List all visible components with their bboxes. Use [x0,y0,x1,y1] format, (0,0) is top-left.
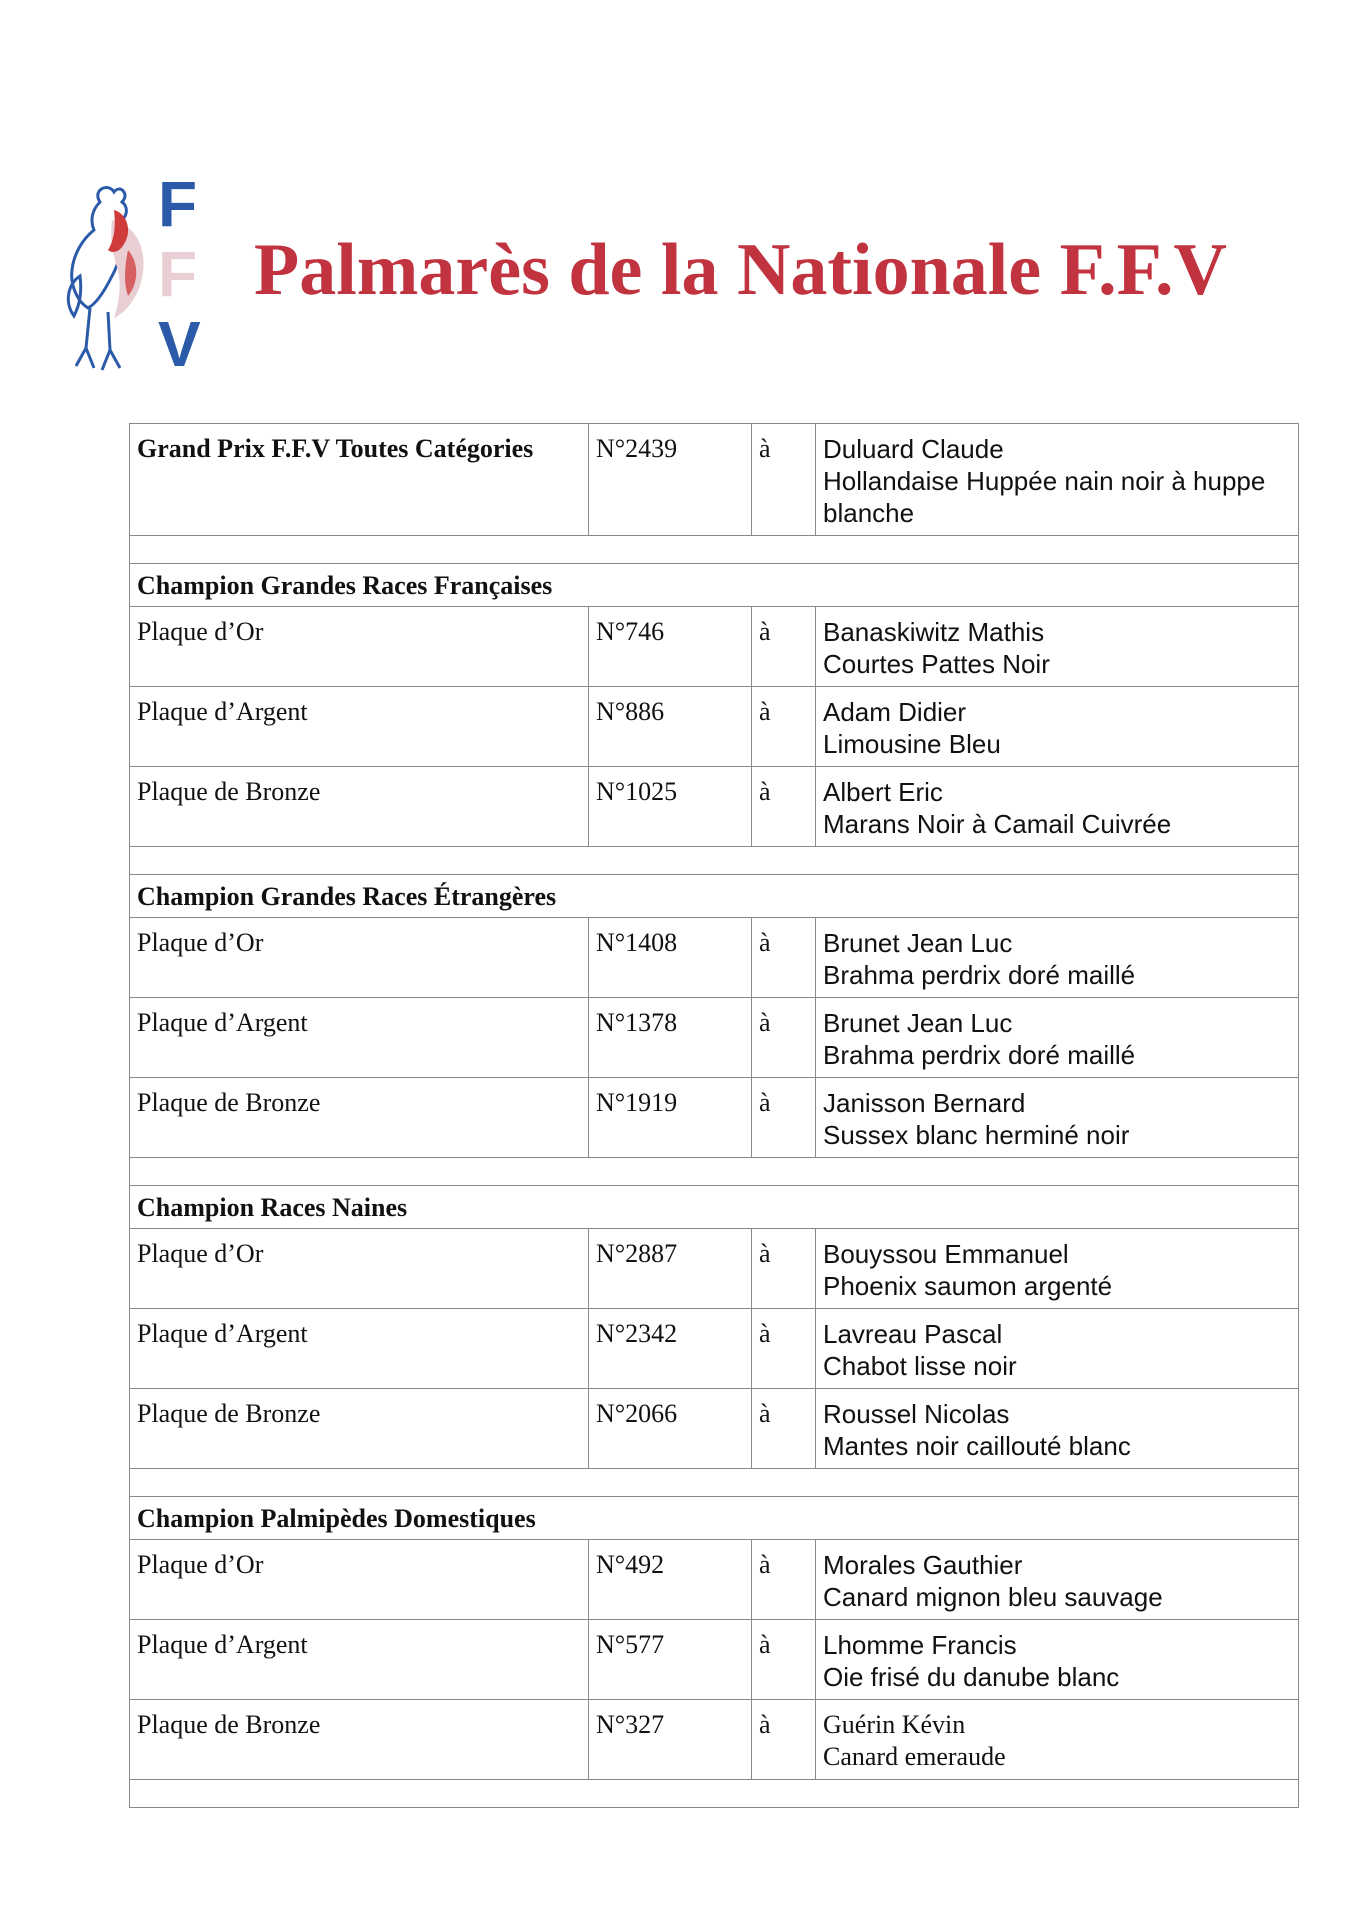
winner-name: Albert Eric [823,777,943,807]
entry-number: N°1408 [589,918,752,998]
winner-cell [816,767,1299,847]
entry-number: N°1378 [589,998,752,1078]
winner-name: Adam Didier [823,697,967,727]
winner-breed: Brahma perdrix doré maillé [823,1040,1136,1070]
a-column: à [752,1389,816,1469]
award-label: Plaque d’Or [130,1229,589,1309]
entry-number: N°746 [589,607,752,687]
award-label: Plaque de Bronze [130,1389,589,1469]
winner-cell [816,998,1299,1078]
winner-breed: Phoenix saumon argenté [823,1271,1113,1301]
table-row [130,1620,1299,1700]
table-row [130,1229,1299,1309]
a-column: à [752,1620,816,1700]
a-column: à [752,1700,816,1780]
winner-breed: Mantes noir caillouté blanc [823,1431,1131,1461]
ffv-logo [50,168,210,382]
table-row [130,1700,1299,1780]
section-title: Champion Grandes Races Françaises [130,564,1299,607]
grand-prix-label: Grand Prix F.F.V Toutes Catégories [130,424,589,536]
grand-prix-number: N°2439 [589,424,752,536]
winner-breed: Canard mignon bleu sauvage [823,1582,1163,1612]
award-label: Plaque d’Or [130,607,589,687]
award-label: Plaque d’Or [130,1540,589,1620]
winner-name: Banaskiwitz Mathis [823,617,1045,647]
winner-name: Lhomme Francis [823,1630,1017,1660]
entry-number: N°577 [589,1620,752,1700]
award-label: Plaque de Bronze [130,1078,589,1158]
winner-cell [816,918,1299,998]
a-column: à [752,918,816,998]
table-row [130,918,1299,998]
winner-name: Bouyssou Emmanuel [823,1239,1069,1269]
table-row [130,1389,1299,1469]
a-column: à [752,767,816,847]
results-table [129,423,1299,1808]
winner-breed: Marans Noir à Camail Cuivrée [823,809,1172,839]
a-column: à [752,1229,816,1309]
logo-letter-f2: F [158,238,198,310]
entry-number: N°1919 [589,1078,752,1158]
award-label: Plaque d’Argent [130,1620,589,1700]
section-title: Champion Races Naines [130,1186,1299,1229]
winner-cell [816,607,1299,687]
winner-name: Guérin Kévin [823,1710,966,1739]
entry-number: N°2342 [589,1309,752,1389]
winner-name: Morales Gauthier [823,1550,1023,1580]
section-heading [130,875,1299,918]
table-row [130,607,1299,687]
table-row [130,1309,1299,1389]
winner-cell [816,1229,1299,1309]
grand-prix-row [130,424,1299,536]
winner-cell [816,1700,1299,1780]
spacer-row [130,536,1299,564]
table-row [130,998,1299,1078]
entry-number: N°886 [589,687,752,767]
section-heading [130,1186,1299,1229]
winner-cell [816,1309,1299,1389]
spacer-row [130,1780,1299,1808]
section-title: Champion Palmipèdes Domestiques [130,1497,1299,1540]
spacer-row [130,1158,1299,1186]
winner-breed: Canard emeraude [823,1742,1006,1771]
grand-prix-a: à [752,424,816,536]
award-label: Plaque de Bronze [130,1700,589,1780]
spacer-row [130,1469,1299,1497]
section-heading [130,1497,1299,1540]
winner-breed: Brahma perdrix doré maillé [823,960,1136,990]
winner-breed: Chabot lisse noir [823,1351,1017,1381]
table-row [130,767,1299,847]
winner-name: Duluard Claude [823,434,1004,464]
winner-name: Lavreau Pascal [823,1319,1003,1349]
winner-breed: Limousine Bleu [823,729,1001,759]
entry-number: N°492 [589,1540,752,1620]
entry-number: N°2066 [589,1389,752,1469]
winner-cell [816,1078,1299,1158]
table-row [130,1540,1299,1620]
a-column: à [752,1309,816,1389]
a-column: à [752,1078,816,1158]
a-column: à [752,1540,816,1620]
a-column: à [752,687,816,767]
a-column: à [752,998,816,1078]
winner-name: Brunet Jean Luc [823,928,1013,958]
award-label: Plaque d’Argent [130,687,589,767]
winner-cell [816,1620,1299,1700]
winner-cell [816,1540,1299,1620]
winner-cell [816,687,1299,767]
table-row [130,687,1299,767]
table-row [130,1078,1299,1158]
section-title: Champion Grandes Races Étrangères [130,875,1299,918]
entry-number: N°327 [589,1700,752,1780]
award-label: Plaque d’Argent [130,998,589,1078]
winner-breed: Hollandaise Huppée nain noir à huppe blanche [823,466,1266,528]
section-heading [130,564,1299,607]
winner-name: Roussel Nicolas [823,1399,1010,1429]
winner-name: Janisson Bernard [823,1088,1026,1118]
entry-number: N°1025 [589,767,752,847]
entry-number: N°2887 [589,1229,752,1309]
rooster-logo-icon [50,180,160,380]
award-label: Plaque d’Or [130,918,589,998]
grand-prix-winner-cell [816,424,1299,536]
winner-breed: Courtes Pattes Noir [823,649,1050,679]
logo-letter-v: V [158,308,201,380]
award-label: Plaque d’Argent [130,1309,589,1389]
page-title: Palmarès de la Nationale F.F.V [254,229,1227,311]
winner-cell [816,1389,1299,1469]
spacer-row [130,847,1299,875]
winner-breed: Sussex blanc herminé noir [823,1120,1130,1150]
winner-name: Brunet Jean Luc [823,1008,1013,1038]
winner-breed: Oie frisé du danube blanc [823,1662,1120,1692]
a-column: à [752,607,816,687]
logo-letter-f1: F [158,168,198,240]
award-label: Plaque de Bronze [130,767,589,847]
